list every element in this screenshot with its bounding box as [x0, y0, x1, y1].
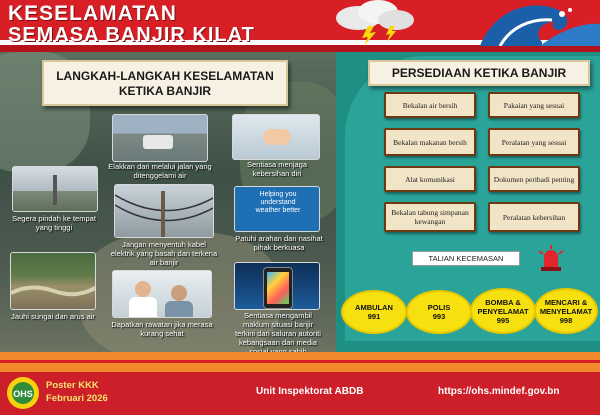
title-line-2: SEMASA BANJIR KILAT [8, 24, 255, 46]
poster-date: Februari 2026 [46, 393, 108, 404]
tip-follow-authorities: Patuhi arahan dan nasihat pihak berkuasa [235, 234, 323, 252]
tip-avoid-wet-cables: Jangan menyentuh kabel elektrik yang basah dan terkena air banjir [110, 240, 218, 267]
patient-icon [171, 285, 187, 301]
hotline-ambulance-name: AMBULAN [355, 303, 393, 312]
smartphone-apps-image [234, 262, 320, 310]
prep-suitable-equipment: Peralatan yang sesuai [488, 128, 580, 156]
prep-clean-food: Bekalan makanan bersih [384, 128, 476, 156]
hotline-search-rescue-number: 998 [559, 315, 573, 325]
car-icon [143, 135, 173, 149]
tip-avoid-flooded-road: Elakkan dari melalui jalan yang ditenggelami air [108, 162, 212, 180]
hotline-police-number: 993 [432, 312, 446, 321]
hand-washing-image [232, 114, 320, 160]
emergency-line-label: TALIAN KECEMASAN [412, 251, 520, 266]
tip-personal-hygiene: Sentiasa menjaga kebersihan diri [246, 160, 308, 178]
hotline-fire-rescue-name: BOMBA & PENYELAMAT [477, 297, 529, 316]
prep-suitable-clothing: Pakaian yang sesuai [488, 92, 580, 118]
tower-icon [53, 175, 57, 205]
steps-title-card [42, 60, 288, 106]
unit-name: Unit Inspektorat ABDB [256, 386, 364, 397]
tip-avoid-rivers: Jauhi sungai dan arus air [11, 312, 95, 321]
tip-follow-official-news: Sentiasa mengambil maklum situasi banjir terkini dari saluran autoriti kebangsaan dan media [235, 311, 321, 347]
smartphone-icon [263, 267, 293, 309]
flood-tower-image [12, 166, 98, 212]
ohs-logo-icon [6, 376, 40, 410]
hotline-search-rescue-name: MENCARI & MENYELAMAT [539, 297, 593, 316]
notice-line-2: understand [260, 199, 296, 206]
cables-icon [115, 185, 214, 238]
header-banner [0, 0, 600, 52]
siren-icon [536, 243, 566, 273]
title-line-1: KESELAMATAN [8, 2, 177, 25]
river-current-image [10, 252, 96, 310]
prep-communication-device: Alat komunikasi [384, 166, 476, 192]
notice-line-1: Helping you [259, 191, 297, 198]
prep-savings-fund: Bekalan tabung simpanan kewangan [384, 202, 476, 232]
prep-clean-water: Bekalan air bersih [384, 92, 476, 118]
prep-hygiene-equipment: Peralatan kebersihan [488, 202, 580, 232]
medical-care-image [112, 270, 212, 318]
hotline-police[interactable] [408, 292, 470, 332]
hands-icon [263, 129, 291, 145]
notice-line-3: weather better [255, 207, 301, 214]
hotline-ambulance[interactable] [343, 292, 405, 332]
flooded-road-image [112, 114, 208, 162]
footer-stripe-line [0, 360, 600, 363]
tip-seek-medical-care: Dapatkan rawatan jika merasa kurang sehat [111, 320, 213, 338]
preparation-title-card [368, 60, 590, 86]
hotline-fire-rescue[interactable] [472, 290, 534, 332]
preparation-title: PERSEDIAAN KETIKA BANJIR [391, 66, 567, 80]
website-link[interactable]: https://ohs.mindef.gov.bn [438, 386, 560, 397]
storm-cloud-icon [318, 0, 428, 46]
svg-text:OHS: OHS [13, 389, 33, 399]
wave-icon [470, 0, 600, 46]
hotline-police-name: POLIS [427, 303, 451, 312]
electric-cables-image [114, 184, 214, 238]
tip-move-higher-ground: Segera pindah ke tempat yang tinggi [12, 214, 96, 232]
hotline-ambulance-number: 991 [367, 312, 381, 321]
hotline-search-rescue[interactable] [536, 290, 596, 332]
prep-personal-documents: Dokumen peribadi penting [488, 166, 580, 192]
river-icon [11, 253, 96, 310]
poster-label: Poster KKK [46, 380, 99, 391]
hotline-fire-rescue-number: 995 [496, 315, 510, 325]
authority-notice-image [234, 186, 320, 232]
doctor-icon [135, 281, 151, 297]
steps-title: LANGKAH-LANGKAH KESELAMATAN KETIKA BANJIR [56, 69, 274, 98]
